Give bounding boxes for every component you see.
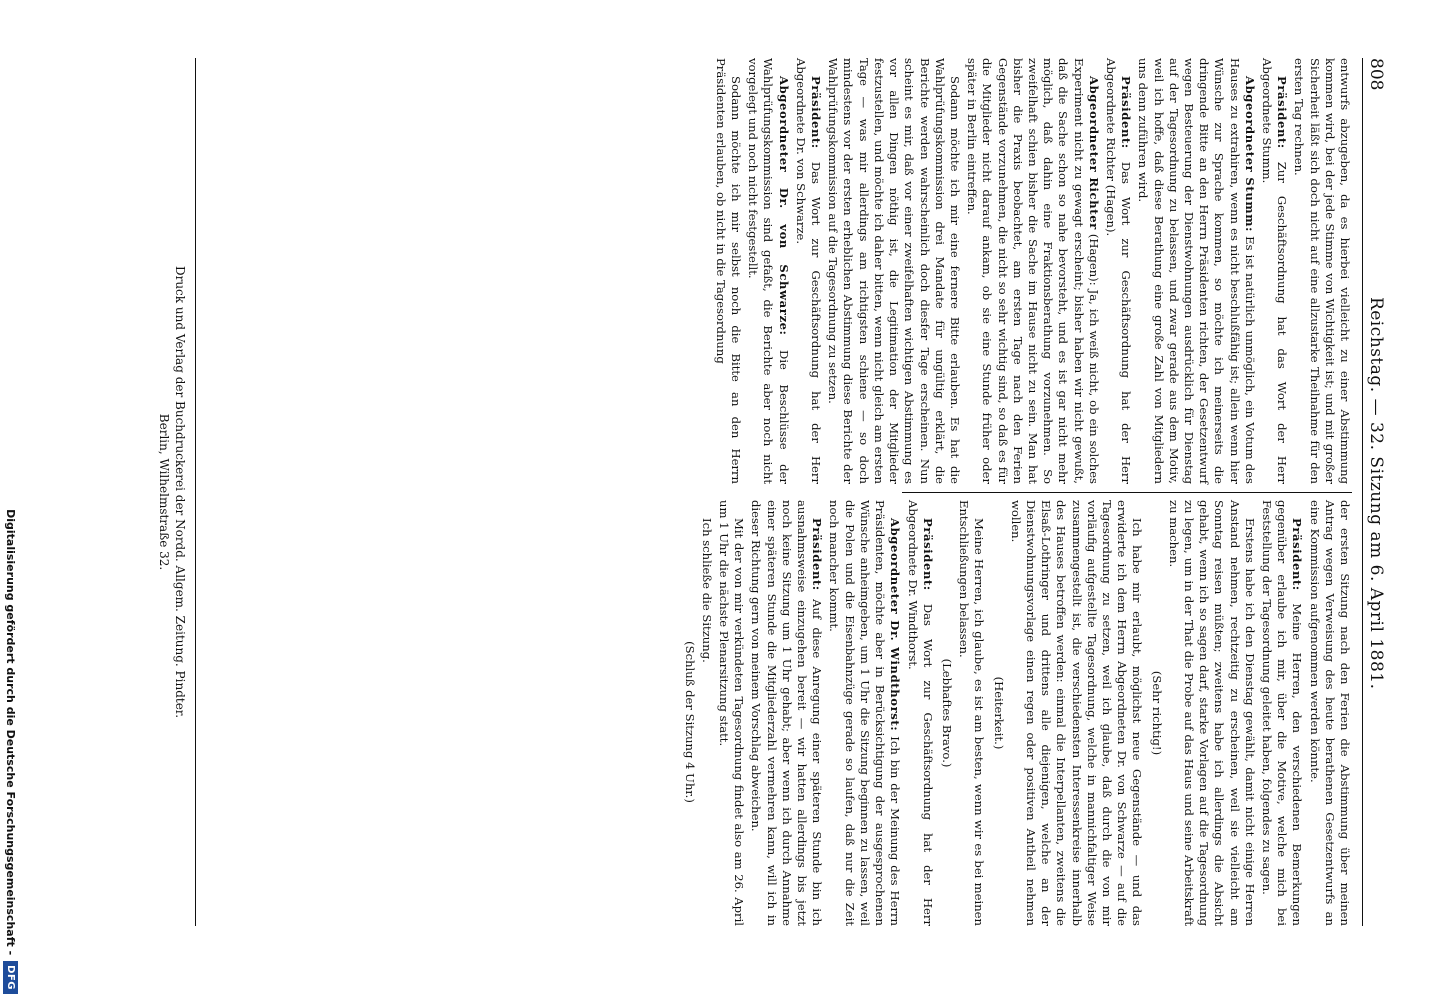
paragraph: Erstens habe ich den Dienstag gewählt, damit nicht einige Herren Anstand nehmen, rechtzeitig zu erscheinen, weil sie vielleicht am Sonntag reisen müßten; zweitens habe ich allerdings die Absicht gehabt, wenn ich so sagen darf, starke Vorlagen auf die Tagesordnung zu legen, um in der That die Probe auf das Haus und seine Arbeitskraft zu machen. (1166, 500, 1257, 926)
speech-text: Das Wort zur Geschäftsordnung hat der Herr Abgeordnete Richter (Hagen). (1103, 58, 1134, 484)
page-number: 808 (1366, 58, 1386, 91)
speech-text: Zur Geschäftsordnung hat das Wort der Herr Abgeordnete Stumm. (1259, 58, 1290, 484)
speech-text: Auf diese Anregung einer späteren Stunde bin ich ausnahmsweise einzugehen bereit — wir hatten allerdings bis jetzt noch keine Sitzung um 1 Uhr gehabt; aber wenn ich durch Annahme einer späteren Stunde die Mitgliederzahl vermehren kann, will ich in dieser Richtung gern von meinem Vorschlag abweichen. (749, 500, 825, 927)
paragraph (748, 500, 824, 926)
speaker-name: Präsident: (1275, 76, 1290, 149)
speech-text: (Hagen): Ja, ich weiß nicht, ob ein solches Experiment nicht zu gewagt erscheint; bisher haben wir nicht gewußt, daß die Sache schon so nahe bevorsteht, und es ist gar nicht mehr möglich, daß dahin eine Fraktionsberathung vorzunehmen. So zweifelhaft schien bisher die Sache im Hause nicht zu sein. Man hat bisher die Praxis beobachtet, am ersten Tage nach den Ferien Gegenstände vorzunehmen, die nicht so sehr wichtig sind, so daß es für die Mitglieder nicht darauf ankam, ob sie eine Stunde früher oder später in Berlin eintreffen. (965, 58, 1101, 485)
right-column (40, 500, 1352, 926)
speaker-name: Abgeordneter Richter (1086, 76, 1101, 230)
speaker-name: Präsident: (1119, 76, 1134, 149)
session-end-note: (Schluß der Sitzung 4 Uhr.) (682, 641, 697, 803)
printer-imprint (156, 58, 188, 926)
digitization-text: Digitalisierung gefördert durch die Deutsche Forschungsgemeinschaft - (4, 509, 18, 956)
digitization-notice (0, 0, 22, 1000)
speaker-name: Präsident: (1290, 518, 1305, 591)
paragraph (826, 500, 902, 926)
speech-text: Das Wort zur Geschäftsordnung hat der Herr Abgeordnete Dr. Windthorst. (905, 500, 935, 926)
speaker-name: Präsident: (809, 76, 824, 149)
speaker-name: Abgeordneter Stumm: (1242, 76, 1257, 233)
page-title: Reichstag. — 32. Sitzung am 6. April 1881. (1366, 296, 1386, 690)
interjection: (Heiterkeit.) (991, 676, 1006, 750)
speaker-name: Präsident: (920, 518, 935, 591)
paragraph: Mit der von mir verkündeten Tagesordnung findet also am 26. April um 1 Uhr die nächste Plenarsitzung statt. (717, 500, 747, 926)
interjection: (Sehr richtig!) (1149, 670, 1164, 756)
imprint-line: Druck und Verlag der Buchdruckerei der Nordd. Allgem. Zeitung. Pindter. (173, 265, 187, 719)
speaker-name: Präsident: (810, 518, 825, 591)
speech-text: Die Beschlüsse der Wahlprüfungskommission sind gefaßt, die Berichte aber noch nicht vorgelegt und noch nicht festgestellt. (746, 58, 791, 484)
dfg-logo: DFG (4, 961, 19, 994)
imprint-line: Berlin, Wilhelmstraße 32. (157, 413, 171, 571)
paragraph (1259, 58, 1289, 484)
paragraph: entwurfs abzugeben, da es hierbei vielleicht zu einer Abstimmung kommen wird, bei der jede Stimme von Wichtigkeit ist; und mit großer Sicherheit läßt sich doch nicht auf eine allzustarke Theilnahme für den ersten Tag rechnen. (1292, 58, 1352, 484)
paragraph (904, 500, 934, 926)
interjection: (Lebhaftes Bravo.) (939, 658, 954, 768)
paragraph (1135, 58, 1257, 484)
paragraph (964, 58, 1101, 484)
speaker-name: Abgeordneter Dr. Windthorst: (888, 518, 903, 732)
paragraph: der ersten Sitzung nach den Ferien die Abstimmung über meinen Antrag wegen Verweisung des heute berathenen Gesetzentwurfs an eine Kommission aufgenommen werden könnte. (1307, 500, 1352, 926)
paragraph: Ich schließe die Sitzung. (699, 518, 714, 663)
speech-text: Meine Herren, den verschiedenen Bemerkungen gegenüber erlaube ich mir, über die Motive, welche mich bei Feststellung der Tagesordnung geleitet haben, folgendes zu sagen. (1259, 500, 1305, 927)
paragraph (1103, 58, 1133, 484)
speech-text: Es ist natürlich unmöglich, ein Votum des Hauses zu extrahiren, wenn es nicht beschlußfähig ist; allein wenn hier Wünsche zur Sprache kommen, so möchte ich meinerseits die dringende Bitte an den Herrn Präsidenten richten, der Gesetzentwurf wegen Besteuerung der Dienstwohnungen ausdrücklich für Dienstag auf der Tagesordnung zu belassen, und zwar gerade aus dem Motiv, weil ich hoffe, daß diese Berathung eine große Zahl von Mitgliedern uns denn zuführen wird. (1136, 58, 1257, 484)
footer-rule (195, 58, 196, 926)
column-divider (902, 492, 1352, 493)
paragraph: Ich habe mir erlaubt, möglichst neue Gegenstände — und das erwiderte ich dem Herrn Abgeordneten Dr. von Schwarze — auf die Tagesordnung zu setzen, weil ich glaube, daß durch die von mir vorläufig aufgestellte Tagesordnung, welche in mannichfaltiger Weise zusammengestellt ist, die verschiedensten Interessenkreise innerhalb des Hauses betroffen werden: einmal die Interpellanten, zweitens die Elsaß-Lothringer und drittens alle diejenigen, welche an der Dienstwohnungsvorlage einen regen oder positiven Antheil nehmen wollen. (1008, 500, 1145, 926)
page-header (1362, 58, 1392, 926)
paragraph (1259, 500, 1305, 926)
speech-text: Ich bin der Meinung des Herrn Präsidenten, möchte aber in Berücksichtigung der ausgesprochenen Wünsche anheimgeben, um 1 Uhr die Sitzung beginnen zu lassen, weil die Polen und die Eisenbahnzüge gerade so laufen, daß nur die Zeit noch mancher kommt. (827, 500, 903, 927)
speech-text: Das Wort zur Geschäftsordnung hat der Herr Abgeordnete Dr. von Schwarze. (793, 58, 824, 484)
paragraph: Sodann möchte ich mir selbst noch die Bitte an den Herrn Präsidenten erlauben, ob nicht in die Tagesordnung (713, 58, 744, 484)
paragraph (745, 58, 791, 484)
paragraph: Meine Herren, ich glaube, es ist am besten, wenn wir es bei meinen Entschließungen belassen. (957, 500, 987, 926)
paragraph: Sodann möchte ich mir eine fernere Bitte erlauben. Es hat die Wahlprüfungskommission drei Mandate für ungültig erklärt, die Berichte werden wahrscheinlich doch diesfer Tage erscheinen. Nun scheint es mir, daß vor einer zweifelhaften wichtigen Abstimmung es vor allen Dingen nöthig ist, die Legitimation der Mitglieder festzustellen, und möchte ich daher bitten, wenn nicht gleich am ersten Tage — was mir allerdings am richtigsten schiene — so doch mindestens vor der ersten erheblichen Abstimmung diese Berichte der Wahlprüfungskommission auf die Tagesordnung zu setzen. (826, 58, 962, 484)
left-column (40, 58, 1352, 484)
speaker-name: Abgeordneter Dr. von Schwarze: (776, 76, 791, 336)
paragraph (793, 58, 823, 484)
